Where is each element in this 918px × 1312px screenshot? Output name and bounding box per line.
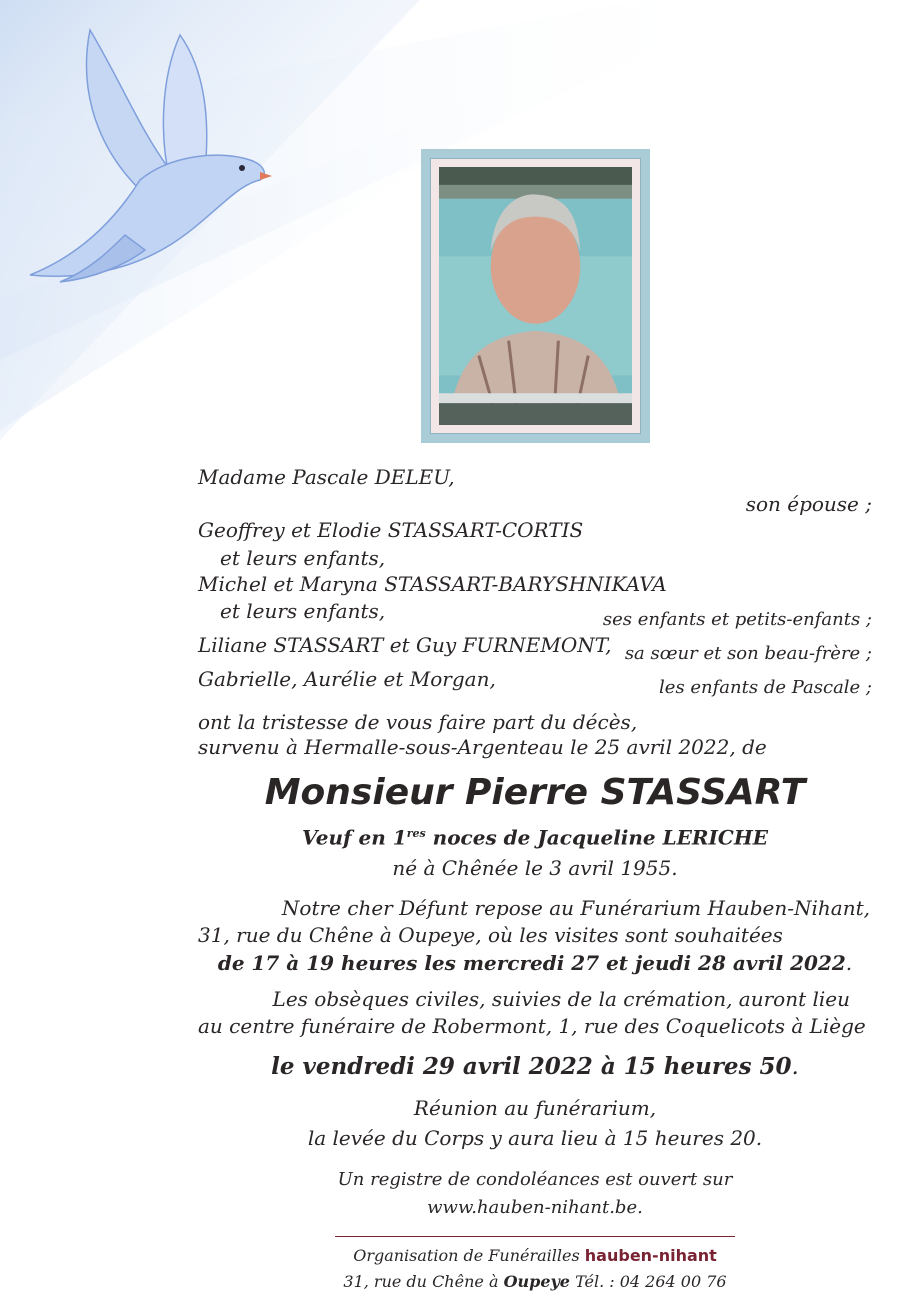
deceased-name: Monsieur Pierre STASSART — [264, 772, 806, 813]
visits-line-2: 31, rue du Chêne à Oupeye, où les visites sont souhaitées — [198, 923, 783, 947]
portrait-photo — [439, 167, 632, 425]
registry-line: Un registre de condoléances est ouvert sur — [337, 1169, 733, 1190]
dove-illustration — [20, 20, 280, 300]
stepchildren-role: les enfants de Pascale ; — [659, 677, 872, 698]
stepchildren: Gabrielle, Aurélie et Morgan, — [198, 667, 496, 691]
funeral-line-2: au centre funéraire de Robermont, 1, rue des Coquelicots à Liège — [198, 1014, 866, 1038]
birth-line: né à Chênée le 3 avril 1955. — [392, 856, 678, 880]
sibling-role: sa sœur et son beau-frère ; — [624, 643, 872, 664]
footer-address: 31, rue du Chêne à Oupeye Tél. : 04 264 00 76 — [343, 1272, 727, 1291]
children-role: ses enfants et petits-enfants ; — [602, 609, 872, 630]
footer-organisation: Organisation de Funérailles hauben-nihant — [353, 1246, 717, 1265]
child-2-sub: et leurs enfants, — [220, 599, 386, 623]
widower-line: Veuf en 1res noces de Jacqueline LERICHE — [302, 825, 768, 850]
child-1: Geoffrey et Elodie STASSART-CORTIS — [198, 518, 584, 542]
announcement-line-1: ont la tristesse de vous faire part du décès, — [198, 710, 638, 734]
spouse-role: son épouse ; — [745, 492, 872, 516]
footer-divider — [335, 1236, 735, 1237]
portrait-mat — [430, 158, 641, 434]
brand-logo: hauben-nihant — [584, 1246, 717, 1265]
visits-line-1: Notre cher Défunt repose au Funérarium Hauben-Nihant, — [281, 896, 870, 920]
spouse-name: Madame Pascale DELEU, — [198, 465, 455, 489]
registry-url[interactable]: www.hauben-nihant.be. — [427, 1197, 643, 1218]
meeting-line-1: Réunion au funérarium, — [413, 1096, 657, 1120]
funeral-line-1: Les obsèques civiles, suivies de la crémation, auront lieu — [272, 987, 850, 1011]
child-1-sub: et leurs enfants, — [220, 546, 386, 570]
visits-line-3: de 17 à 19 heures les mercredi 27 et jeudi 28 avril 2022. — [217, 951, 853, 975]
meeting-line-2: la levée du Corps y aura lieu à 15 heures 20. — [307, 1126, 763, 1150]
funeral-date: le vendredi 29 avril 2022 à 15 heures 50. — [271, 1053, 799, 1080]
portrait-frame — [421, 149, 650, 443]
child-2: Michel et Maryna STASSART-BARYSHNIKAVA — [198, 572, 667, 596]
announcement-line-2: survenu à Hermalle-sous-Argenteau le 25 avril 2022, de — [198, 735, 767, 759]
sibling: Liliane STASSART et Guy FURNEMONT, — [198, 633, 612, 657]
